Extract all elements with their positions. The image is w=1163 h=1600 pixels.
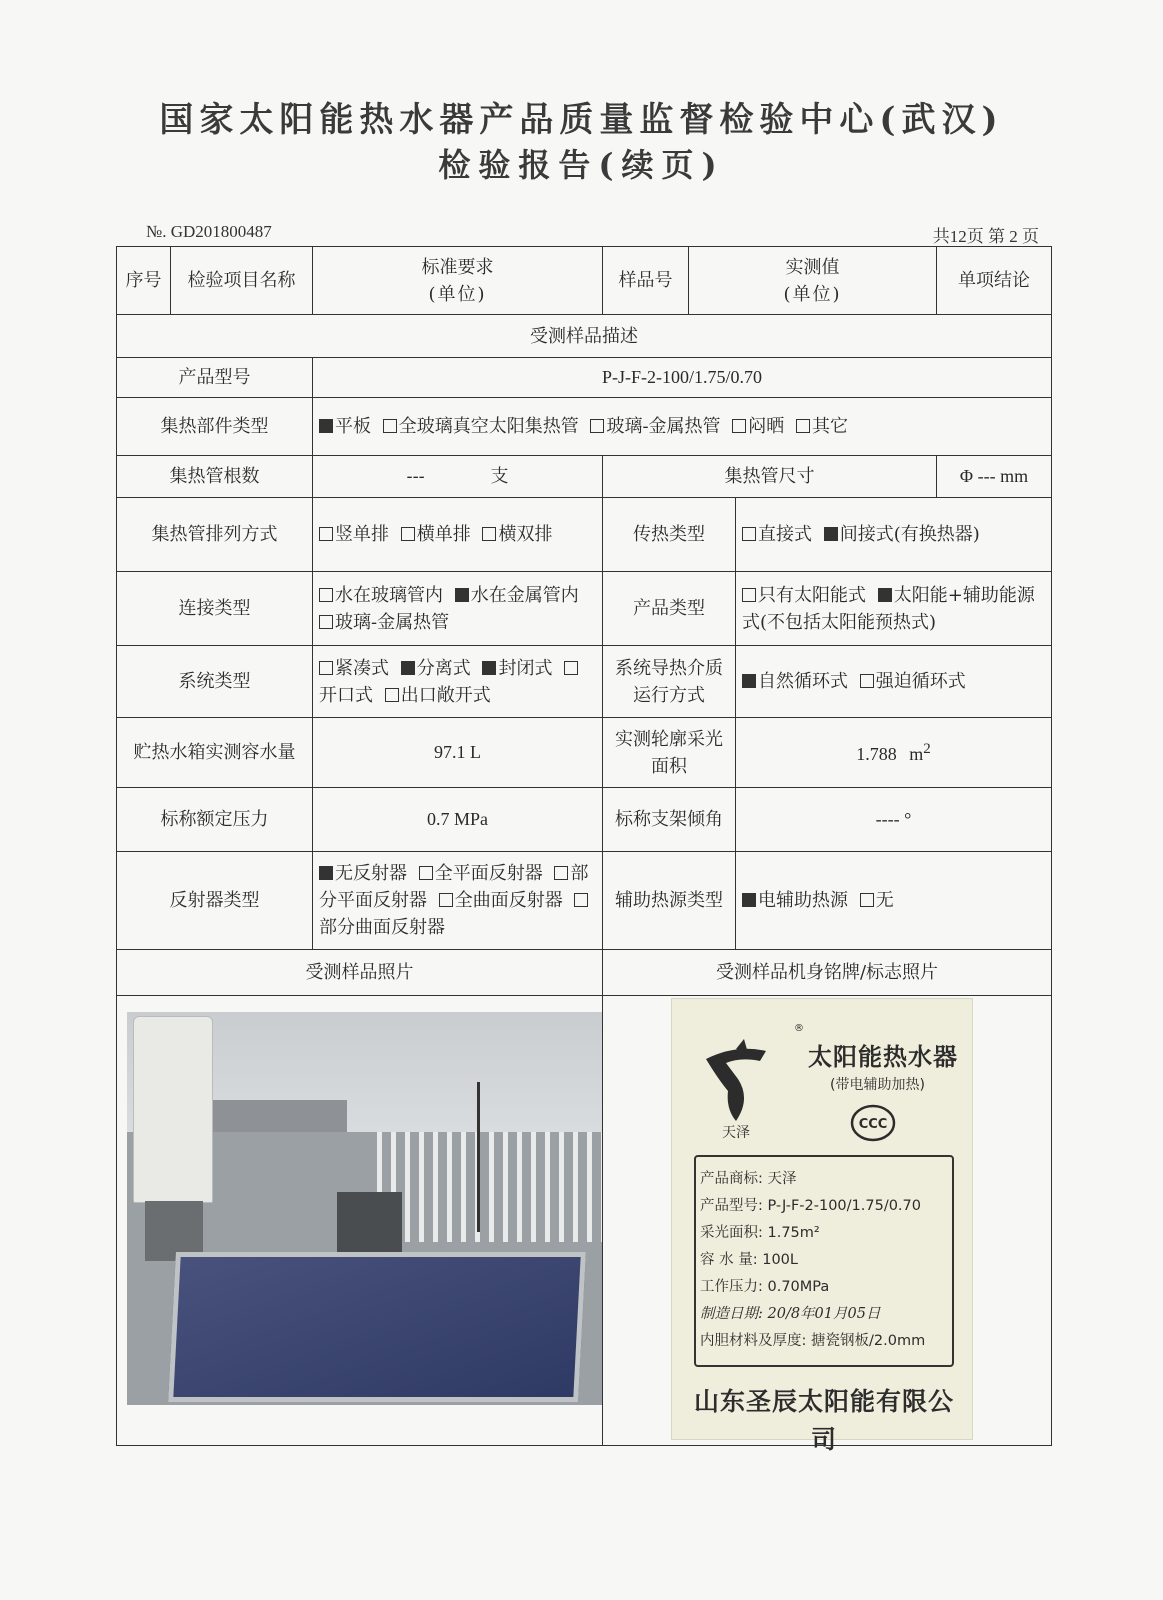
heat-transfer-label: 传热类型 — [603, 498, 736, 572]
nameplate-company: 山东圣辰太阳能有限公司 — [693, 1387, 954, 1454]
col-header-sample-no: 样品号 — [603, 247, 689, 315]
tilt-angle-label: 标称支架倾角 — [603, 788, 736, 852]
checkbox-option-label: 自然循环式 — [758, 671, 848, 692]
unchecked-box-icon — [574, 893, 588, 907]
tube-size-value — [937, 456, 1052, 498]
checked-box-icon — [319, 866, 333, 880]
checkbox-option-label: 无 — [875, 890, 894, 911]
checkbox-option-label: 玻璃-金属热管 — [606, 416, 721, 437]
nameplate-line: 制造日期: 20/8年01月05日 — [700, 1306, 881, 1322]
collector-type-options — [313, 398, 1052, 456]
checkbox-option — [482, 658, 552, 679]
checkbox-option-label: 平板 — [335, 416, 371, 437]
circulation-options — [736, 646, 1052, 718]
nameplate-label: 受测样品机身铭牌/标志照片 — [603, 950, 1052, 996]
inspection-table — [116, 246, 1052, 498]
page-count: 共12页 第 2 页 — [932, 227, 1039, 246]
aperture-area-label: 实测轮廓采光面积 — [603, 718, 736, 788]
collector-type-label: 集热部件类型 — [117, 398, 313, 456]
product-type-options — [736, 572, 1052, 646]
sample-photo — [127, 1012, 602, 1405]
tank-volume-value: 97.1 L — [313, 718, 603, 788]
ccc-mark-text: CCC — [858, 1117, 888, 1132]
unchecked-box-icon — [319, 615, 333, 629]
checked-box-icon — [319, 419, 333, 433]
checkbox-option-label: 紧凑式 — [335, 657, 389, 679]
unchecked-box-icon — [419, 866, 433, 880]
checkbox-option-label: 全平面反射器 — [434, 863, 543, 884]
tank-volume-label: 贮热水箱实测容水量 — [117, 718, 313, 788]
checkbox-option-label: 其它 — [812, 416, 849, 437]
checked-box-icon — [878, 588, 892, 602]
col-header-measured-unit: (单位) — [783, 283, 842, 305]
col-header-item-name: 检验项目名称 — [171, 247, 313, 315]
col-header-seq: 序号 — [117, 247, 171, 315]
checkbox-option — [742, 585, 866, 606]
checkbox-option — [482, 524, 552, 545]
reflector-type-options — [313, 852, 603, 950]
checkbox-option-label: 强迫循环式 — [875, 671, 966, 692]
tube-count-value — [313, 456, 603, 498]
model-value: P-J-F-2-100/1.75/0.70 — [313, 358, 1052, 398]
product-type-label: 产品类型 — [603, 572, 736, 646]
photo-solar-panel — [168, 1252, 586, 1402]
checkbox-option — [742, 671, 848, 692]
checkbox-option-label: 横单排 — [416, 524, 471, 545]
checkbox-option-label: 闷晒 — [748, 416, 785, 437]
connection-type-options — [313, 572, 603, 646]
checkbox-option — [455, 585, 579, 606]
photo-fence — [377, 1132, 602, 1242]
brand-logo-icon — [696, 1039, 776, 1129]
connection-type-label: 连接类型 — [117, 572, 313, 646]
unchecked-box-icon — [742, 527, 756, 541]
nameplate-line: 产品型号: P-J-F-2-100/1.75/0.70 — [700, 1198, 921, 1214]
checkbox-option — [860, 890, 894, 911]
col-header-standard-label: 标准要求 — [421, 256, 494, 278]
checkbox-option — [860, 671, 966, 692]
checkbox-option-label: 玻璃-金属热管 — [335, 611, 450, 633]
nameplate-line: 内胆材料及厚度: 搪瓷钢板/2.0mm — [700, 1333, 926, 1349]
checkbox-option-label: 部分平面反射器 — [319, 863, 589, 911]
tube-count-number: --- — [406, 466, 425, 487]
aperture-area-unit: m — [909, 743, 924, 764]
unchecked-box-icon — [401, 527, 415, 541]
nameplate-line: 采光面积: 1.75m² — [700, 1225, 820, 1241]
system-type-label: 系统类型 — [117, 646, 313, 718]
sample-photo-cell — [117, 996, 603, 1446]
checkbox-option-label: 全曲面反射器 — [454, 890, 563, 911]
checkbox-option-label: 封闭式 — [498, 657, 553, 679]
checkbox-option — [401, 524, 471, 545]
heat-transfer-options — [736, 498, 1052, 572]
system-type-options — [313, 646, 603, 718]
checkbox-option — [385, 685, 491, 706]
checkbox-option-label: 出口敞开式 — [400, 684, 491, 706]
unchecked-box-icon — [860, 674, 874, 688]
checkbox-option-label: 部分曲面反射器 — [319, 917, 445, 938]
unchecked-box-icon — [732, 419, 746, 433]
unchecked-box-icon — [564, 661, 578, 675]
checkbox-option — [796, 416, 848, 437]
unchecked-box-icon — [383, 419, 397, 433]
unchecked-box-icon — [482, 527, 496, 541]
tube-size-unit: mm — [1000, 466, 1029, 486]
checkbox-option — [590, 416, 720, 437]
checkbox-option — [732, 416, 784, 437]
tube-arrangement-options — [313, 498, 603, 572]
checkbox-option — [439, 890, 563, 911]
checked-box-icon — [742, 893, 756, 907]
unchecked-box-icon — [319, 661, 333, 675]
checkbox-option-label: 只有太阳能式 — [758, 584, 866, 606]
report-title: 检验报告(续页) — [438, 146, 725, 184]
tube-size-phi: Φ — [959, 466, 974, 486]
col-header-conclusion: 单项结论 — [937, 247, 1052, 315]
nameplate-product: 太阳能热水器 — [808, 1043, 958, 1071]
checkbox-option — [742, 524, 812, 545]
brand-name-small: 天泽 — [722, 1125, 750, 1141]
checkbox-option-label: 水在玻璃管内 — [335, 584, 443, 606]
checkbox-option — [319, 863, 407, 884]
aux-heat-label: 辅助热源类型 — [603, 852, 736, 950]
checkbox-option-label: 分离式 — [416, 657, 471, 679]
registered-mark: ® — [794, 1023, 804, 1034]
unchecked-box-icon — [319, 527, 333, 541]
aperture-area-unit-sup: 2 — [923, 740, 931, 757]
checkbox-option-label: 水在金属管内 — [470, 584, 579, 606]
nameplate-photo — [671, 998, 973, 1454]
tube-count-label: 集热管根数 — [117, 456, 313, 498]
circulation-label: 系统导热介质运行方式 — [603, 646, 736, 718]
tube-size-number: --- — [977, 466, 996, 486]
checkbox-option-label: 间接式(有换热器) — [839, 524, 980, 545]
checkbox-option — [319, 524, 389, 545]
rated-pressure-label: 标称额定压力 — [117, 788, 313, 852]
checkbox-option — [319, 416, 371, 437]
photo-water-tank — [133, 1016, 213, 1203]
report-number: №. GD201800487 — [146, 222, 272, 241]
report-org-title: 国家太阳能热水器产品质量监督检验中心(武汉) — [159, 100, 1004, 140]
nameplate-line: 工作压力: 0.70MPa — [700, 1279, 830, 1295]
unchecked-box-icon — [796, 419, 810, 433]
checkbox-option — [742, 890, 848, 911]
inspection-table-lower — [116, 497, 1052, 1454]
checkbox-option — [319, 658, 389, 679]
checked-box-icon — [824, 527, 838, 541]
unchecked-box-icon — [439, 893, 453, 907]
nameplate-photo-cell — [603, 996, 1052, 1454]
unchecked-box-icon — [742, 588, 756, 602]
checkbox-option — [319, 612, 449, 633]
col-header-measured — [689, 247, 937, 315]
unchecked-box-icon — [319, 588, 333, 602]
ccc-mark-icon — [850, 1103, 896, 1143]
unchecked-box-icon — [590, 419, 604, 433]
col-header-standard-unit: (单位) — [428, 283, 487, 305]
col-header-measured-label: 实测值 — [785, 256, 840, 278]
checkbox-option-label: 电辅助热源 — [758, 890, 848, 911]
tilt-angle-value: ---- ° — [736, 788, 1052, 852]
unchecked-box-icon — [860, 893, 874, 907]
checkbox-option-label: 无反射器 — [335, 863, 407, 884]
checked-box-icon — [455, 588, 469, 602]
checkbox-option — [319, 585, 443, 606]
photo-label: 受测样品照片 — [117, 950, 603, 996]
tube-arrangement-label: 集热管排列方式 — [117, 498, 313, 572]
nameplate-line: 产品商标: 天泽 — [700, 1171, 797, 1187]
checkbox-option-label: 全玻璃真空太阳集热管 — [398, 416, 579, 437]
photo-weather-pole — [477, 1082, 480, 1232]
checkbox-option — [824, 524, 980, 545]
aperture-area-number: 1.788 — [856, 743, 897, 764]
checkbox-option — [383, 416, 579, 437]
checked-box-icon — [482, 661, 496, 675]
model-label: 产品型号 — [117, 358, 313, 398]
unchecked-box-icon — [554, 866, 568, 880]
checked-box-icon — [742, 674, 756, 688]
aux-heat-options — [736, 852, 1052, 950]
checked-box-icon — [401, 661, 415, 675]
checkbox-option-label: 横双排 — [498, 524, 553, 545]
nameplate-line: 容 水 量: 100L — [700, 1252, 798, 1268]
reflector-type-label: 反射器类型 — [117, 852, 313, 950]
tube-size-label: 集热管尺寸 — [603, 456, 937, 498]
col-header-standard — [313, 247, 603, 315]
checkbox-option-label: 太阳能+辅助能源式(不包括太阳能预热式) — [742, 584, 1035, 633]
nameplate-subtitle: (带电辅助加热) — [830, 1077, 925, 1093]
rated-pressure-value: 0.7 MPa — [313, 788, 603, 852]
checkbox-option — [401, 658, 471, 679]
aperture-area-value — [736, 718, 1052, 788]
checkbox-option-label: 开口式 — [319, 684, 373, 706]
unchecked-box-icon — [385, 688, 399, 702]
checkbox-option-label: 直接式 — [758, 524, 812, 545]
checkbox-option — [419, 863, 543, 884]
tube-count-unit: 支 — [490, 466, 509, 487]
checkbox-option-label: 竖单排 — [335, 524, 389, 545]
section-title: 受测样品描述 — [117, 315, 1052, 358]
